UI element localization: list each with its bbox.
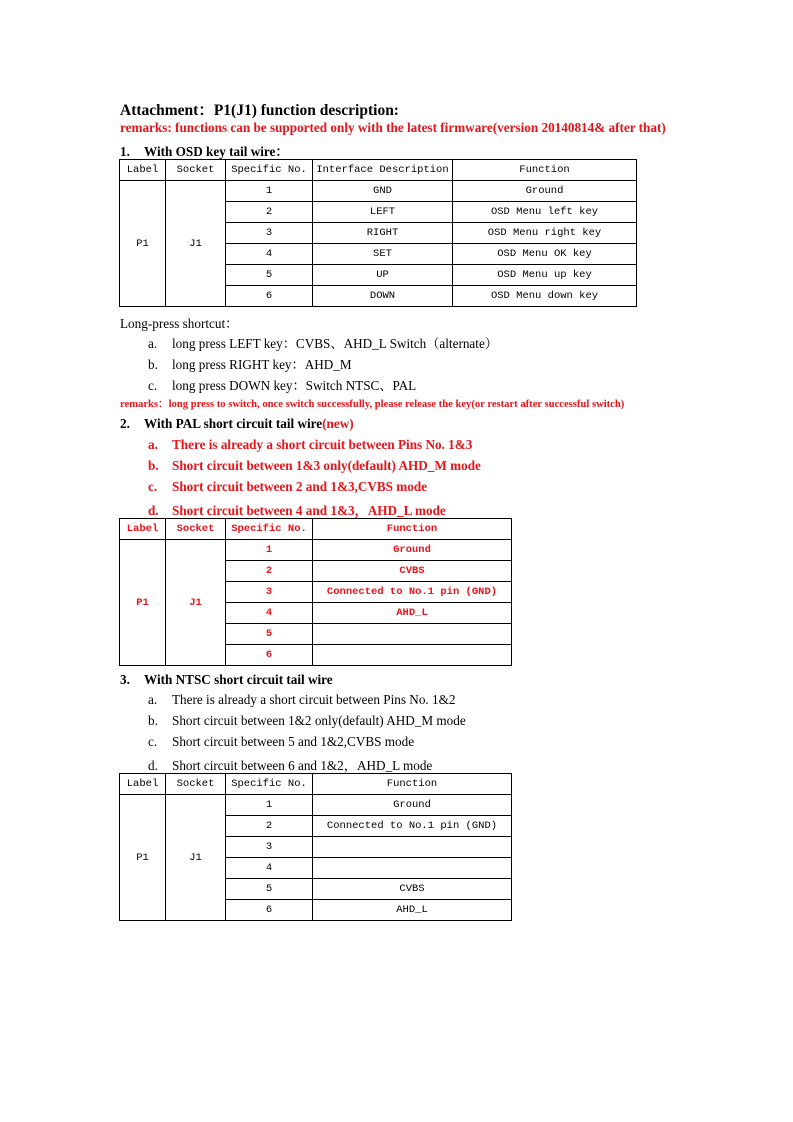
socket-cell: J1 xyxy=(166,795,226,921)
header-cell: Function xyxy=(313,774,512,795)
function-cell: OSD Menu down key xyxy=(453,286,637,307)
item-letter: b. xyxy=(148,357,158,372)
section1-heading xyxy=(120,141,289,160)
item-text: Short circuit between 5 and 1&2,CVBS mode xyxy=(172,734,415,749)
section3-heading xyxy=(120,672,333,688)
header-cell: Socket xyxy=(166,774,226,795)
interface-desc: SET xyxy=(313,244,453,265)
function-cell: Connected to No.1 pin (GND) xyxy=(313,582,512,603)
pin-number: 6 xyxy=(226,286,313,307)
ntsc-item xyxy=(148,692,455,708)
table-header-row xyxy=(120,519,512,540)
ntsc-table xyxy=(119,773,512,921)
function-cell: Connected to No.1 pin (GND) xyxy=(313,816,512,837)
shortcut-item xyxy=(148,375,416,394)
item-letter: c. xyxy=(148,479,158,494)
item-text: long press DOWN key：Switch NTSC、PAL xyxy=(172,378,417,393)
function-cell xyxy=(313,624,512,645)
item-letter: c. xyxy=(148,734,158,749)
ntsc-item xyxy=(148,713,466,729)
pin-number: 1 xyxy=(226,181,313,202)
item-letter: b. xyxy=(148,458,159,473)
pin-number: 5 xyxy=(226,624,313,645)
header-cell: Label xyxy=(120,774,166,795)
header-cell: Interface Description xyxy=(313,160,453,181)
function-cell xyxy=(313,837,512,858)
new-badge: (new) xyxy=(322,416,354,431)
table-row xyxy=(120,540,512,561)
function-cell: OSD Menu right key xyxy=(453,223,637,244)
function-cell: CVBS xyxy=(313,879,512,900)
firmware-remark: remarks: functions can be supported only with the latest firmware(version 20140814& after that) xyxy=(120,120,666,135)
item-letter: d. xyxy=(148,503,159,518)
table-header-row xyxy=(120,160,637,181)
shortcut-title: Long-press shortcut： xyxy=(120,316,239,331)
pin-number: 5 xyxy=(226,879,313,900)
pal-item xyxy=(148,500,446,519)
header-cell: Socket xyxy=(166,160,226,181)
pin-number: 2 xyxy=(226,816,313,837)
section1-number: 1. xyxy=(120,144,130,159)
pal-item xyxy=(148,437,472,453)
interface-desc: GND xyxy=(313,181,453,202)
table-row xyxy=(120,795,512,816)
function-cell: OSD Menu left key xyxy=(453,202,637,223)
header-cell: Label xyxy=(120,519,166,540)
pal-item xyxy=(148,479,427,495)
page-title: Attachment：P1(J1) function description: xyxy=(120,102,399,119)
pin-number: 4 xyxy=(226,858,313,879)
function-cell: AHD_L xyxy=(313,603,512,624)
section3-title: With NTSC short circuit tail wire xyxy=(144,672,333,687)
item-text: long press LEFT key：CVBS、AHD_L Switch（alternate） xyxy=(172,336,498,351)
pin-number: 4 xyxy=(226,244,313,265)
socket-cell: J1 xyxy=(166,181,226,307)
section3-number: 3. xyxy=(120,672,130,687)
item-letter: d. xyxy=(148,758,158,773)
function-cell: AHD_L xyxy=(313,900,512,921)
header-cell: Function xyxy=(453,160,637,181)
ntsc-item xyxy=(148,734,414,750)
shortcut-item xyxy=(148,333,498,352)
pin-number: 3 xyxy=(226,223,313,244)
function-cell xyxy=(313,645,512,666)
section2-title: With PAL short circuit tail wire xyxy=(144,416,323,431)
function-cell: OSD Menu OK key xyxy=(453,244,637,265)
label-cell: P1 xyxy=(120,540,166,666)
item-letter: c. xyxy=(148,378,158,393)
section2-heading xyxy=(120,416,354,432)
header-cell: Socket xyxy=(166,519,226,540)
section1-title: With OSD key tail wire： xyxy=(144,144,289,159)
pal-item xyxy=(148,458,481,474)
pin-number: 1 xyxy=(226,795,313,816)
label-cell: P1 xyxy=(120,795,166,921)
pin-number: 6 xyxy=(226,645,313,666)
socket-cell: J1 xyxy=(166,540,226,666)
pin-number: 1 xyxy=(226,540,313,561)
label-cell: P1 xyxy=(120,181,166,307)
item-letter: a. xyxy=(148,437,158,452)
function-cell: Ground xyxy=(313,795,512,816)
function-cell: Ground xyxy=(453,181,637,202)
pin-number: 5 xyxy=(226,265,313,286)
pin-number: 2 xyxy=(226,561,313,582)
item-letter: b. xyxy=(148,713,158,728)
osd-table xyxy=(119,159,637,307)
ntsc-item xyxy=(148,755,432,774)
item-text: Short circuit between 1&3 only(default) AHD_M mode xyxy=(172,458,481,473)
table-header-row xyxy=(120,774,512,795)
item-text: Short circuit between 6 and 1&2，AHD_L mode xyxy=(172,758,433,773)
item-letter: a. xyxy=(148,692,158,707)
item-text: long press RIGHT key：AHD_M xyxy=(172,357,352,372)
pin-number: 2 xyxy=(226,202,313,223)
interface-desc: DOWN xyxy=(313,286,453,307)
item-text: Short circuit between 4 and 1&3，AHD_L mode xyxy=(172,503,446,518)
interface-desc: LEFT xyxy=(313,202,453,223)
section2-number: 2. xyxy=(120,416,130,431)
pin-number: 3 xyxy=(226,582,313,603)
shortcut-remark: remarks：long press to switch, once switch successfully, please release the key(or restart after successful switch) xyxy=(120,399,625,410)
header-cell: Specific No. xyxy=(226,519,313,540)
pin-number: 6 xyxy=(226,900,313,921)
interface-desc: RIGHT xyxy=(313,223,453,244)
item-text: Short circuit between 1&2 only(default) AHD_M mode xyxy=(172,713,466,728)
item-text: Short circuit between 2 and 1&3,CVBS mode xyxy=(172,479,428,494)
header-cell: Specific No. xyxy=(226,774,313,795)
function-cell: Ground xyxy=(313,540,512,561)
header-cell: Label xyxy=(120,160,166,181)
header-cell: Specific No. xyxy=(226,160,313,181)
function-cell: OSD Menu up key xyxy=(453,265,637,286)
header-cell: Function xyxy=(313,519,512,540)
function-cell: CVBS xyxy=(313,561,512,582)
function-cell xyxy=(313,858,512,879)
interface-desc: UP xyxy=(313,265,453,286)
pin-number: 3 xyxy=(226,837,313,858)
item-text: There is already a short circuit between Pins No. 1&3 xyxy=(172,437,473,452)
shortcut-item xyxy=(148,354,352,373)
item-text: There is already a short circuit between Pins No. 1&2 xyxy=(172,692,456,707)
item-letter: a. xyxy=(148,336,158,351)
table-row xyxy=(120,181,637,202)
pal-table xyxy=(119,518,512,666)
pin-number: 4 xyxy=(226,603,313,624)
